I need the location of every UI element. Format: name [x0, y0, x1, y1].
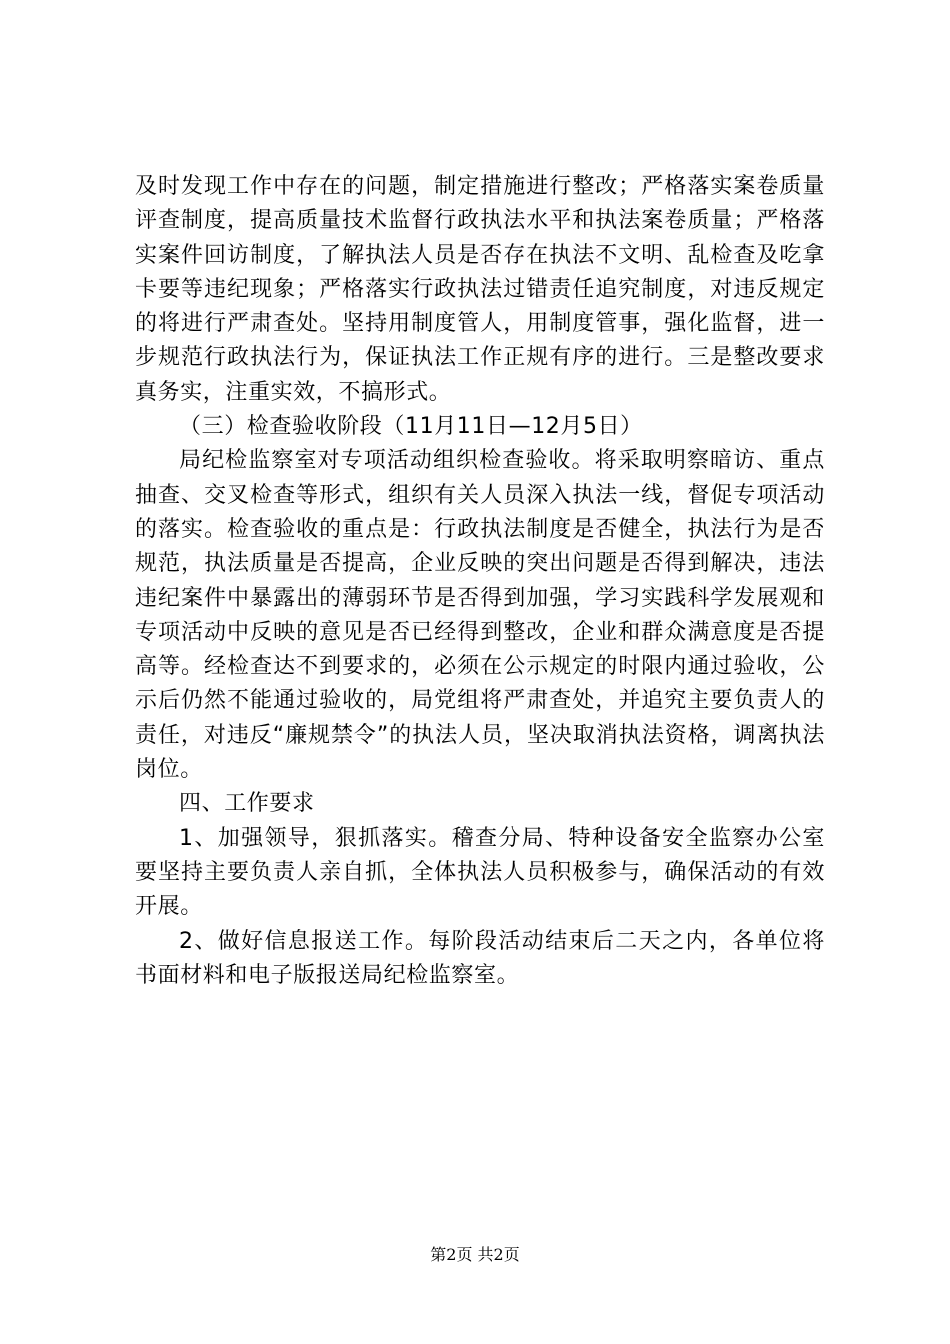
document-body: [135, 170, 825, 993]
paragraph-1: 及时发现工作中存在的问题，制定措施进行整改；严格落实案卷质量评查制度，提高质量技术监督行政执法水平和执法案卷质量；严格落实案件回访制度，了解执法人员是否存在执法不文明、乱检查及吃拿卡要等违纪现象；严格落实行政执法过错责任追究制度，对违反规定的将进行严肃查处。坚持用制度管人，用制度管事，强化监督，进一步规范行政执法行为，保证执法工作正规有序的进行。三是整改要求真务实，注重实效，不搞形式。: [135, 174, 825, 405]
paragraph-requirement-2: 2、做好信息报送工作。每阶段活动结束后二天之内，各单位将书面材料和电子版报送局纪检监察室。: [135, 928, 825, 988]
paragraph-requirement-1: 1、加强领导，狠抓落实。稽查分局、特种设备安全监察办公室要坚持主要负责人亲自抓，全体执法人员积极参与，确保活动的有效开展。: [135, 825, 825, 920]
paragraph-section-heading-requirements: 四、工作要求: [179, 791, 315, 817]
paragraph-3: 局纪检监察室对专项活动组织检查验收。将采取明察暗访、重点抽查、交叉检查等形式，组织有关人员深入执法一线，督促专项活动的落实。检查验收的重点是：行政执法制度是否健全，执法行为是否规范，执法质量是否提高，企业反映的突出问题是否得到解决，违法违纪案件中暴露出的薄弱环节是否得到加强，学习实践科学发展观和专项活动中反映的意见是否已经得到整改，企业和群众满意度是否提高等。经检查达不到要求的，必须在公示规定的时限内通过验收，公示后仍然不能通过验收的，局党组将严肃查处，并追究主要负责人的责任，对违反“廉规禁令”的执法人员，坚决取消执法资格，调离执法岗位。: [135, 448, 825, 783]
paragraph-section-heading-inspection: （三）检查验收阶段（11月11日—12月5日）: [179, 414, 643, 440]
page-footer: [0, 1244, 950, 1266]
page-number-label: 第2页 共2页: [430, 1245, 520, 1264]
